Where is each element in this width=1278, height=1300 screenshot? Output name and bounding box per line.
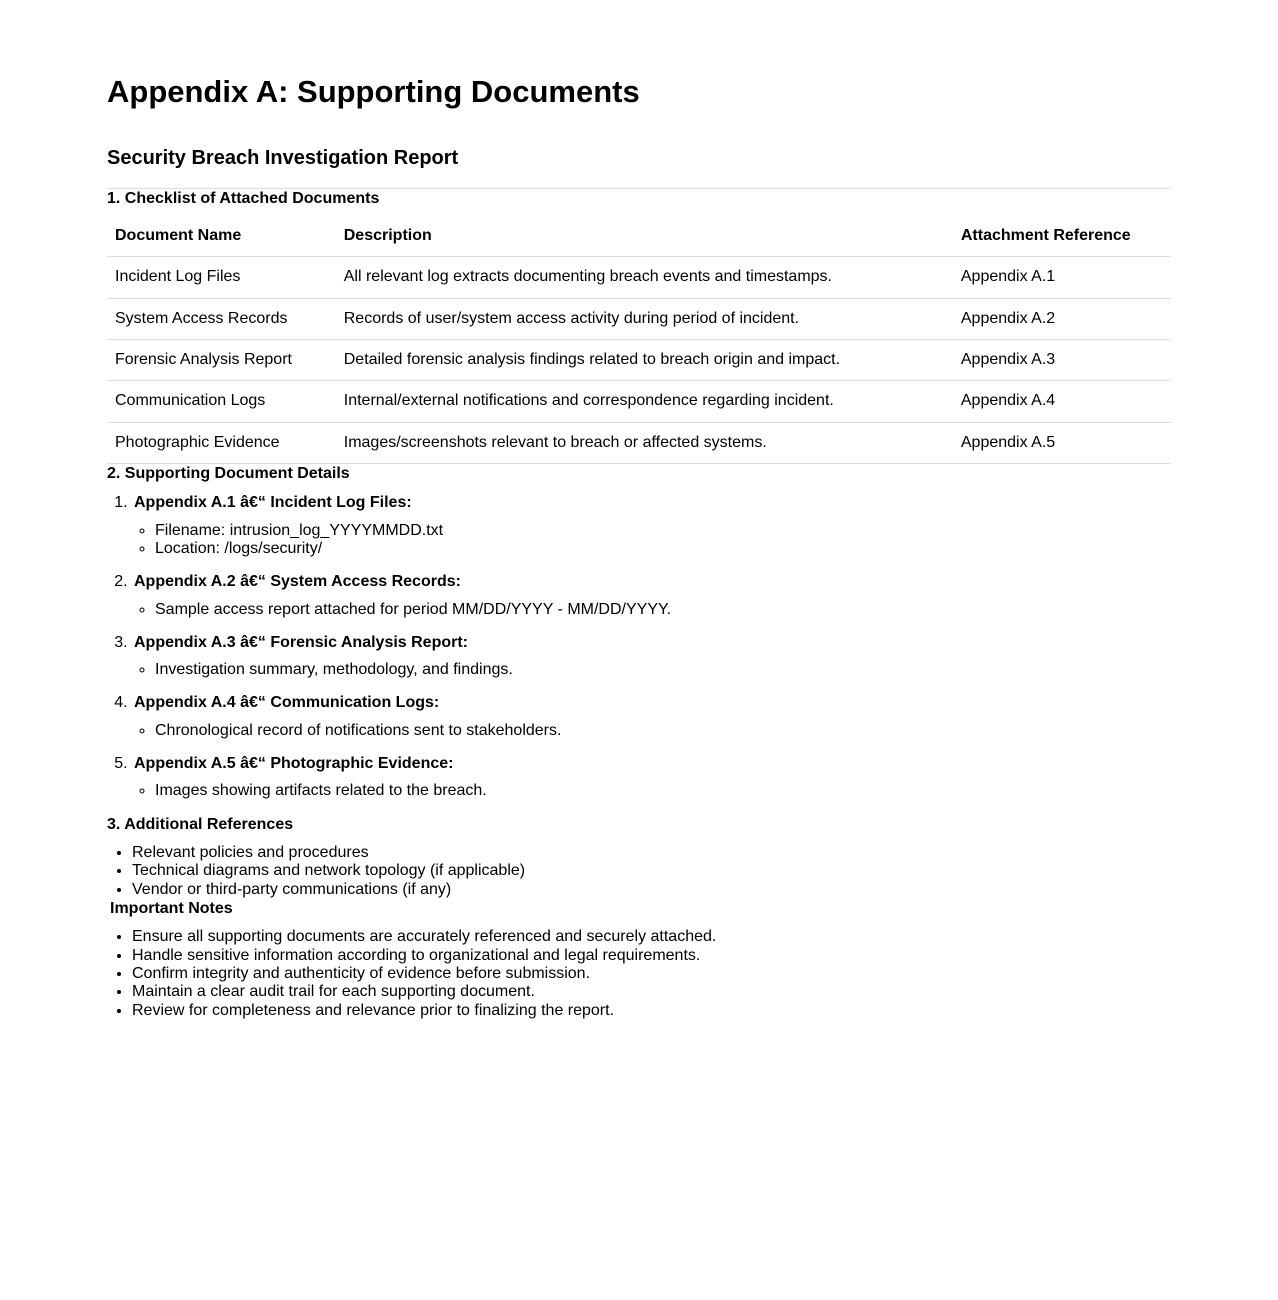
note-item: • Confirm integrity and authenticity of evidence before submission.	[132, 965, 1171, 983]
cell-document-name: System Access Records	[107, 298, 336, 339]
cell-attachment-reference: Appendix A.5	[953, 422, 1171, 463]
reference-item: • Relevant policies and procedures	[132, 844, 1171, 862]
list-item	[132, 633, 1171, 680]
cell-attachment-reference: Appendix A.2	[953, 298, 1171, 339]
page-subtitle: Security Breach Investigation Report	[107, 146, 459, 169]
list-item	[132, 693, 1171, 740]
cell-attachment-reference: Appendix A.1	[953, 257, 1171, 298]
details-section-heading: 2. Supporting Document Details	[107, 465, 350, 483]
reference-item: • Technical diagrams and network topology (if applicable)	[132, 862, 1171, 880]
supporting-document-details-list	[107, 493, 1171, 800]
cell-document-name: Forensic Analysis Report	[107, 340, 336, 381]
page-title: Appendix A: Supporting Documents	[107, 74, 640, 109]
important-notes-list	[107, 928, 1171, 1020]
column-header-attachment-reference: Attachment Reference	[953, 216, 1171, 257]
reference-item: • Vendor or third-party communications (if any)	[132, 881, 1171, 899]
detail-point: ◦ Filename: intrusion_log_YYYYMMDD.txt	[155, 522, 1171, 540]
list-item	[132, 572, 1171, 619]
detail-item-label: Appendix A.5 â€“ Photographic Evidence:	[134, 755, 454, 773]
detail-sub-list	[134, 782, 1171, 800]
detail-item-label: Appendix A.2 â€“ System Access Records:	[134, 573, 461, 591]
cell-attachment-reference: Appendix A.3	[953, 340, 1171, 381]
attached-documents-table	[107, 216, 1171, 464]
column-header-description: Description	[336, 216, 953, 257]
detail-sub-list	[134, 722, 1171, 740]
detail-item-label: Appendix A.1 â€“ Incident Log Files:	[134, 494, 412, 512]
detail-point: ◦ Images showing artifacts related to the breach.	[155, 782, 1171, 800]
cell-document-name: Incident Log Files	[107, 257, 336, 298]
table-row	[107, 381, 1171, 422]
cell-document-name: Communication Logs	[107, 381, 336, 422]
cell-attachment-reference: Appendix A.4	[953, 381, 1171, 422]
cell-description: Records of user/system access activity during period of incident.	[336, 298, 953, 339]
table-row	[107, 422, 1171, 463]
detail-sub-list	[134, 601, 1171, 619]
detail-sub-list	[134, 522, 1171, 559]
note-item: • Ensure all supporting documents are accurately referenced and securely attached.	[132, 928, 1171, 946]
references-section-heading: 3. Additional References	[107, 815, 294, 833]
detail-point: ◦ Investigation summary, methodology, and findings.	[155, 661, 1171, 679]
detail-point: ◦ Location: /logs/security/	[155, 540, 1171, 558]
checklist-section-heading: 1. Checklist of Attached Documents	[107, 189, 380, 207]
cell-document-name: Photographic Evidence	[107, 422, 336, 463]
list-item	[132, 754, 1171, 801]
detail-item-label: Appendix A.3 â€“ Forensic Analysis Report:	[134, 633, 469, 651]
table-header-row	[107, 216, 1171, 257]
table-row	[107, 257, 1171, 298]
list-item	[132, 493, 1171, 558]
document-page	[107, 0, 1171, 1240]
table-row	[107, 298, 1171, 339]
table-row	[107, 340, 1171, 381]
detail-point: ◦ Chronological record of notifications sent to stakeholders.	[155, 722, 1171, 740]
detail-point: ◦ Sample access report attached for period MM/DD/YYYY - MM/DD/YYYY.	[155, 601, 1171, 619]
note-item: • Handle sensitive information according to organizational and legal requirements.	[132, 947, 1171, 965]
column-header-document-name: Document Name	[107, 216, 336, 257]
additional-references-list	[107, 844, 1171, 899]
cell-description: Images/screenshots relevant to breach or affected systems.	[336, 422, 953, 463]
note-item: • Review for completeness and relevance prior to finalizing the report.	[132, 1002, 1171, 1020]
note-item: • Maintain a clear audit trail for each supporting document.	[132, 983, 1171, 1001]
cell-description: Detailed forensic analysis findings related to breach origin and impact.	[336, 340, 953, 381]
notes-section-heading: Important Notes	[110, 900, 233, 917]
cell-description: Internal/external notifications and correspondence regarding incident.	[336, 381, 953, 422]
detail-item-label: Appendix A.4 â€“ Communication Logs:	[134, 694, 440, 712]
detail-sub-list	[134, 661, 1171, 679]
cell-description: All relevant log extracts documenting breach events and timestamps.	[336, 257, 953, 298]
